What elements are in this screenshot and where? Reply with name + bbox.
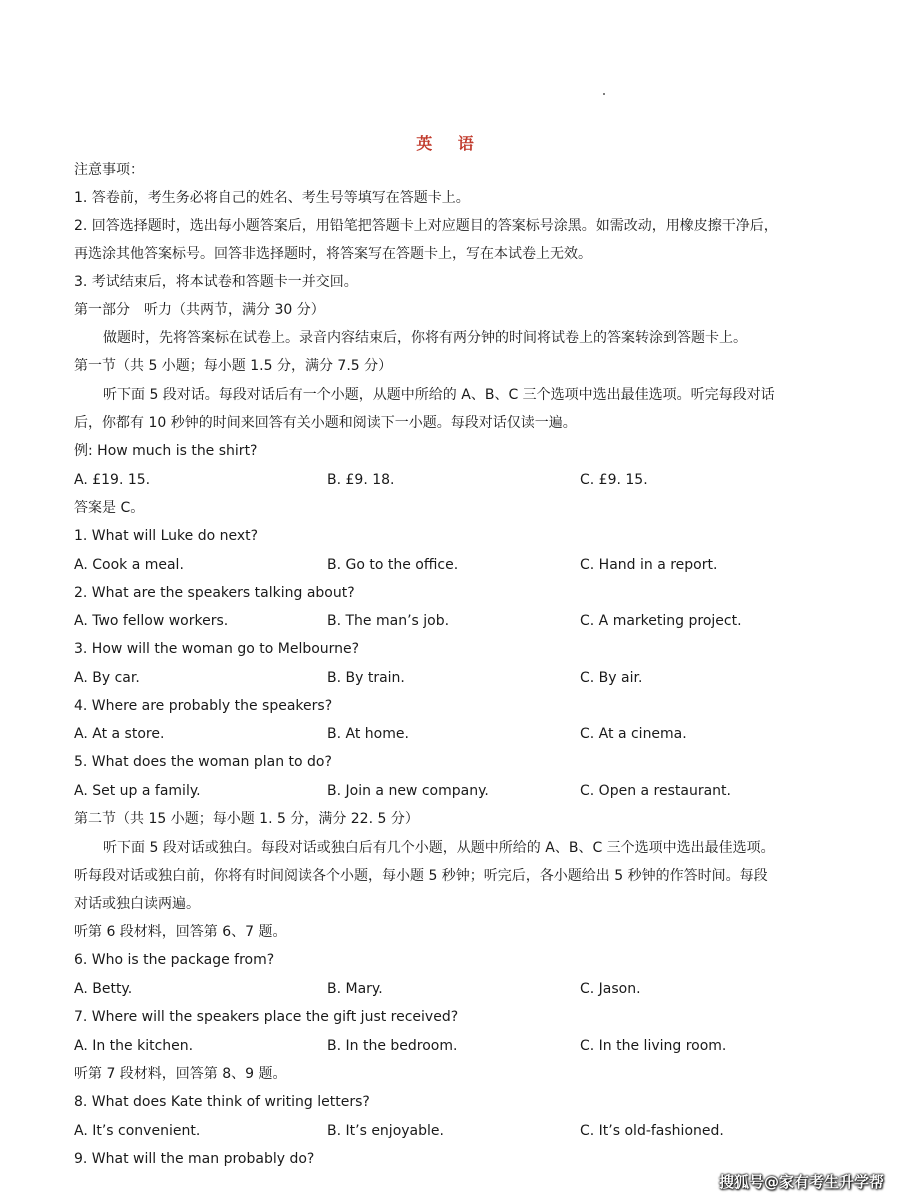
notice-item-2: 2. 回答选择题时，选出每小题答案后，用铅笔把答题卡上对应题目的答案标号涂黑。如需改动，用橡皮擦干净后， — [74, 218, 778, 234]
watermark-text: 搜狐号@家有考生升学帮 — [718, 1173, 884, 1191]
q4-option-b: B. At home. — [327, 726, 409, 742]
q2-option-b: B. The man’s job. — [327, 613, 450, 629]
example-question: 例: How much is the shirt? — [74, 443, 258, 459]
section1-instruction: 听下面 5 段对话。每段对话后有一个小题，从题中所给的 A、B、C 三个选项中选出最佳选项。听完每段对话 — [103, 387, 775, 403]
part1-heading: 第一部分 听力（共两节，满分 30 分） — [74, 302, 325, 318]
q5-option-b: B. Join a new company. — [327, 783, 489, 799]
q8-option-c: C. It’s old-fashioned. — [580, 1123, 724, 1139]
q5-option-c: C. Open a restaurant. — [580, 783, 731, 799]
scan-speck — [603, 93, 605, 95]
notice-heading: 注意事项： — [74, 162, 144, 178]
material-6-heading: 听第 6 段材料，回答第 6、7 题。 — [74, 924, 287, 940]
question-2: 2. What are the speakers talking about? — [74, 585, 355, 601]
q2-option-c: C. A marketing project. — [580, 613, 742, 629]
section2-heading: 第二节（共 15 小题；每小题 1. 5 分，满分 22. 5 分） — [74, 811, 419, 827]
example-option-b: B. £9. 18. — [327, 472, 395, 488]
question-5: 5. What does the woman plan to do? — [74, 754, 332, 770]
q7-option-a: A. In the kitchen. — [74, 1038, 194, 1054]
q8-option-a: A. It’s convenient. — [74, 1123, 201, 1139]
section1-heading: 第一节（共 5 小题；每小题 1.5 分，满分 7.5 分） — [74, 358, 393, 374]
q6-option-c: C. Jason. — [580, 981, 641, 997]
q2-option-a: A. Two fellow workers. — [74, 613, 229, 629]
q1-option-a: A. Cook a meal. — [74, 557, 184, 573]
q1-option-b: B. Go to the office. — [327, 557, 459, 573]
q4-option-a: A. At a store. — [74, 726, 165, 742]
section2-instruction-end: 对话或独白读两遍。 — [74, 896, 200, 912]
q7-option-c: C. In the living room. — [580, 1038, 727, 1054]
question-1: 1. What will Luke do next? — [74, 528, 259, 544]
question-9: 9. What will the man probably do? — [74, 1151, 315, 1167]
example-answer: 答案是 C。 — [74, 500, 145, 516]
q6-option-a: A. Betty. — [74, 981, 133, 997]
q4-option-c: C. At a cinema. — [580, 726, 687, 742]
q7-option-b: B. In the bedroom. — [327, 1038, 458, 1054]
section2-instruction: 听下面 5 段对话或独白。每段对话或独白后有几个小题，从题中所给的 A、B、C 三个选项中选出最佳选项。 — [103, 840, 775, 856]
question-3: 3. How will the woman go to Melbourne? — [74, 641, 360, 657]
section2-instruction-cont: 听每段对话或独白前，你将有时间阅读各个小题，每小题 5 秒钟；听完后，各小题给出 5 秒钟的作答时间。每段 — [74, 868, 768, 884]
example-option-a: A. £19. 15. — [74, 472, 151, 488]
part1-instruction: 做题时，先将答案标在试卷上。录音内容结束后，你将有两分钟的时间将试卷上的答案转涂到答题卡上。 — [103, 330, 747, 346]
question-8: 8. What does Kate think of writing letters? — [74, 1094, 370, 1110]
page-title: 英 语 — [416, 134, 484, 153]
question-6: 6. Who is the package from? — [74, 952, 275, 968]
section1-instruction-cont: 后，你都有 10 秒钟的时间来回答有关小题和阅读下一小题。每段对话仅读一遍。 — [74, 415, 577, 431]
q6-option-b: B. Mary. — [327, 981, 383, 997]
notice-item-1: 1. 答卷前，考生务必将自己的姓名、考生号等填写在答题卡上。 — [74, 190, 470, 206]
q8-option-b: B. It’s enjoyable. — [327, 1123, 444, 1139]
q1-option-c: C. Hand in a report. — [580, 557, 718, 573]
q5-option-a: A. Set up a family. — [74, 783, 201, 799]
question-7: 7. Where will the speakers place the gift just received? — [74, 1009, 459, 1025]
question-4: 4. Where are probably the speakers? — [74, 698, 333, 714]
q3-option-a: A. By car. — [74, 670, 140, 686]
notice-item-2-cont: 再选涂其他答案标号。回答非选择题时，将答案写在答题卡上，写在本试卷上无效。 — [74, 246, 592, 262]
notice-item-3: 3. 考试结束后，将本试卷和答题卡一并交回。 — [74, 274, 358, 290]
q3-option-c: C. By air. — [580, 670, 643, 686]
q3-option-b: B. By train. — [327, 670, 405, 686]
material-7-heading: 听第 7 段材料，回答第 8、9 题。 — [74, 1066, 287, 1082]
example-option-c: C. £9. 15. — [580, 472, 648, 488]
